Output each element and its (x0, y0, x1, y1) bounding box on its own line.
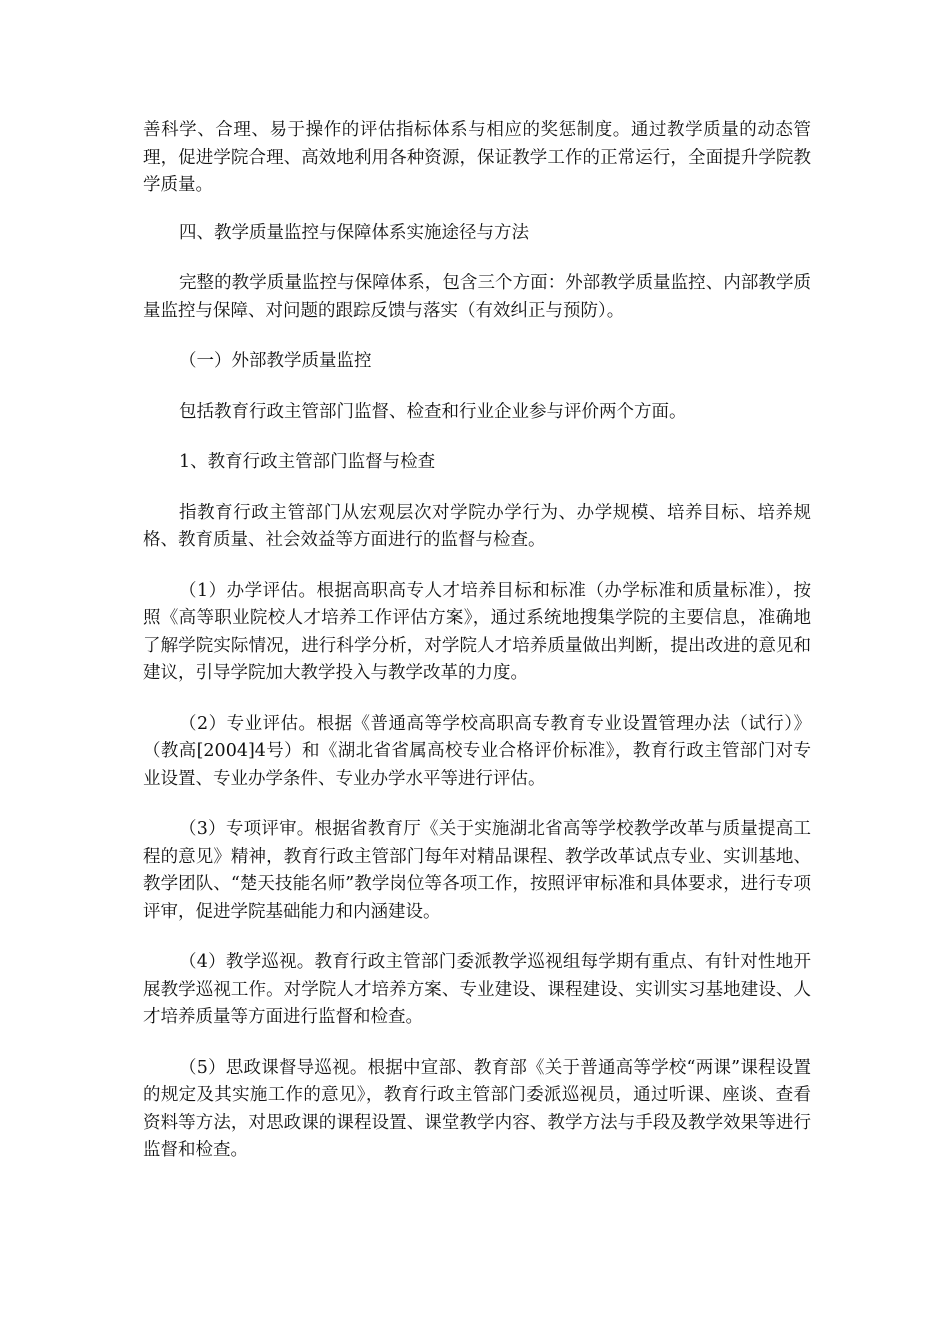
paragraph-supervision-definition: 指教育行政主管部门从宏观层次对学院办学行为、办学规模、培养目标、培养规格、教育质量、社会效益等方面进行的监督与检查。 (143, 502, 811, 550)
item-heading-1: 1、教育行政主管部门监督与检查 (179, 452, 436, 472)
paragraph-teaching-inspection: （4）教学巡视。教育行政主管部门委派教学巡视组每学期有重点、有针对性地开展教学巡视工作。对学院人才培养方案、专业建设、课程建设、实训实习基地建设、人才培养质量等方面进行监督和检查。 (143, 952, 811, 1027)
paragraph-external-scope: 包括教育行政主管部门监督、检查和行业企业参与评价两个方面。 (179, 401, 687, 422)
paragraph-school-evaluation: （1）办学评估。根据高职高专人才培养目标和标准（办学标准和质量标准），按照《高等职业院校人才培养工作评估方案》，通过系统地搜集学院的主要信息，准确地了解学院实际情况，进行科学分析，对学院人才培养质量做出判断，提出改进的意见和建议，引导学院加大教学投入与教学改革的力度。 (143, 580, 811, 683)
paragraph-continuation: 善科学、合理、易于操作的评估指标体系与相应的奖惩制度。通过教学质量的动态管理，促进学院合理、高效地利用各种资源，保证教学工作的正常运行，全面提升学院教学质量。 (143, 120, 811, 195)
subsection-heading-external: （一）外部教学质量监控 (179, 351, 372, 371)
paragraph-special-review: （3）专项评审。根据省教育厅《关于实施湖北省高等学校教学改革与质量提高工程的意见》精神，教育行政主管部门每年对精品课程、教学改革试点专业、实训基地、教学团队、“楚天技能名师”教学岗位等各项工作，按照评审标准和具体要求，进行专项评审，促进学院基础能力和内涵建设。 (143, 819, 811, 922)
paragraph-ideological-inspection: （5）思政课督导巡视。根据中宣部、教育部《关于普通高等学校“两课”课程设置的规定及其实施工作的意见》，教育行政主管部门委派巡视员，通过听课、座谈、查看资料等方法，对思政课的课程设置、课堂教学内容、教学方法与手段及教学效果等进行监督和检查。 (143, 1057, 811, 1160)
section-heading-four: 四、教学质量监控与保障体系实施途径与方法 (179, 222, 529, 243)
paragraph-major-evaluation: （2）专业评估。根据《普通高等学校高职高专教育专业设置管理办法（试行）》（教高[2004]4号）和《湖北省省属高校专业合格评价标准》，教育行政主管部门对专业设置、专业办学条件、专业办学水平等进行评估。 (143, 713, 811, 789)
paragraph-system-overview: 完整的教学质量监控与保障体系，包含三个方面：外部教学质量监控、内部教学质量监控与保障、对问题的跟踪反馈与落实（有效纠正与预防）。 (143, 273, 811, 321)
document-body (143, 117, 811, 1165)
